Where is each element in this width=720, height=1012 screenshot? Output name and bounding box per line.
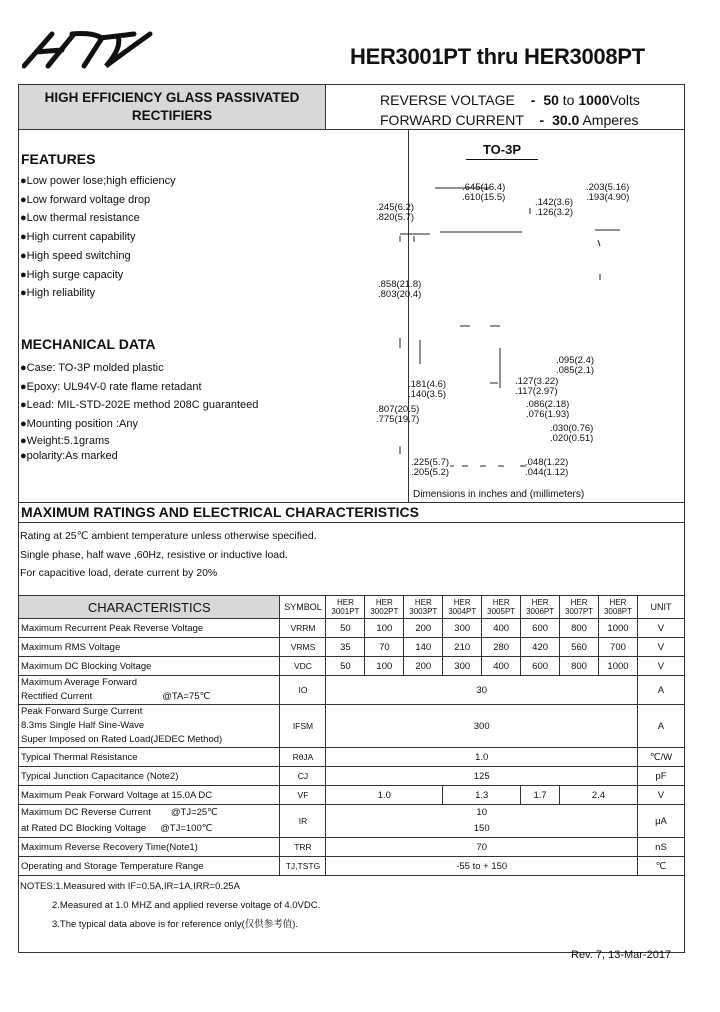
row-unit: V (637, 786, 684, 805)
fc-value: 30.0 (552, 112, 580, 128)
table-row (19, 638, 685, 657)
list-item: ●Epoxy: UL94V-0 rate flame retadant (20, 380, 202, 393)
header-part: HER 3007PT (560, 596, 599, 619)
note-1: NOTES:1.Measured with IF=0.5A,IR=1A,IRR=0.25A (20, 881, 240, 892)
list-item: ●High speed switching (20, 249, 131, 262)
table-row (19, 767, 685, 786)
list-item: ●Low power lose;high efficiency (20, 175, 176, 187)
list-item: ●High reliability (20, 287, 96, 300)
table-row (19, 838, 685, 857)
row-label: Maximum Reverse Recovery Time(Note1) (19, 838, 280, 857)
cell-value: 700 (599, 638, 638, 657)
row-unit: V (637, 657, 684, 676)
rv-dash: - (530, 92, 536, 108)
cell-value: 200 (404, 619, 443, 638)
table-row (19, 619, 685, 638)
cell-value: 70 (365, 638, 404, 657)
cell-value: 100 (365, 657, 404, 676)
cell-value: 400 (482, 619, 521, 638)
cell-value: 50 (326, 657, 365, 676)
row-symbol: IR (280, 805, 326, 838)
list-item: ●High surge capacity (20, 268, 124, 281)
condition-line: For capacitive load, derate current by 20% (20, 567, 218, 579)
reverse-voltage-spec (380, 92, 640, 108)
row-unit: ℃/W (637, 748, 684, 767)
dim-label: .095(2.4) .085(2.1) (556, 355, 595, 376)
cell-value: 800 (560, 619, 599, 638)
cell-value: 420 (521, 638, 560, 657)
cell-value: 280 (482, 638, 521, 657)
note-3: 3.The typical data above is for reference only(仅供参考值). (52, 919, 299, 930)
cell-value: 1.0 (326, 786, 443, 805)
row-unit: V (637, 619, 684, 638)
list-item: ●Lead: MIL-STD-202E method 208C guaranteed (20, 399, 259, 411)
rv-from: 50 (543, 92, 559, 108)
list-item: ●Mounting position :Any (20, 417, 138, 430)
cell-value: 1.3 (443, 786, 521, 805)
fc-unit: Amperes (582, 112, 639, 128)
row-unit: ℃ (637, 857, 684, 876)
cell-value: 100 (365, 619, 404, 638)
row-symbol: IO (280, 676, 326, 705)
brand-logo (22, 30, 162, 70)
row-symbol: VF (280, 786, 326, 805)
forward-current-spec (380, 112, 639, 128)
dim-label: .225(5.7) .205(5.2) (411, 457, 450, 478)
row-label: Peak Forward Surge Current 8.3ms Single Half Sine-Wave Super Imposed on Rated Load(JEDEC Method) (19, 705, 280, 748)
note-2: 2.Measured at 1.0 MHZ and applied reverse voltage of 4.0VDC. (52, 900, 321, 911)
row-unit: pF (637, 767, 684, 786)
header-part: HER 3001PT (326, 596, 365, 619)
row-unit: A (637, 705, 684, 748)
dim-label: .807(20.5) .775(19.7) (376, 404, 420, 425)
rv-label: REVERSE VOLTAGE (380, 92, 515, 108)
divider (325, 85, 326, 129)
divider (19, 129, 684, 130)
page-title: HER3001PT thru HER3008PT (350, 44, 645, 69)
table-row (19, 857, 685, 876)
cell-value: -55 to + 150 (326, 857, 638, 876)
table-row (19, 805, 685, 838)
table-row (19, 657, 685, 676)
table-header-row (19, 596, 685, 619)
cell-value: 1.7 (521, 786, 560, 805)
dim-label: .030(0.76) .020(0.51) (550, 423, 594, 444)
dim-label: .645(16.4) .610(15.5) (462, 182, 506, 203)
cell-value: 1.0 (326, 748, 638, 767)
dim-label: .203(5.16) .193(4.90) (586, 182, 630, 203)
cell-value: 1000 (599, 657, 638, 676)
features-title: FEATURES (21, 151, 96, 167)
list-item: ●Weight:5.1grams (20, 435, 110, 447)
rv-to: 1000 (578, 92, 610, 108)
cell-value: 300 (443, 619, 482, 638)
row-symbol: TRR (280, 838, 326, 857)
dim-label: .086(2.18) .076(1.93) (526, 399, 570, 420)
row-symbol: TJ,TSTG (280, 857, 326, 876)
dim-label: .142(3.6) .126(3.2) (535, 197, 574, 218)
cell-value: 560 (560, 638, 599, 657)
list-item: ●polarity:As marked (20, 450, 118, 462)
revision-footer: Rev. 7, 13-Mar-2017 (571, 949, 672, 961)
cell-value: 35 (326, 638, 365, 657)
package-name: TO-3P (466, 142, 538, 160)
list-item: ●Low thermal resistance (20, 212, 140, 225)
header-part: HER 3006PT (521, 596, 560, 619)
rv-to-word: to (562, 92, 575, 108)
cell-value: 600 (521, 657, 560, 676)
dim-label: .127(3.22) .117(2.97) (515, 376, 559, 397)
notes (20, 877, 320, 934)
list-item: ●Low forward voltage drop (20, 193, 151, 206)
row-symbol: VDC (280, 657, 326, 676)
dim-label: .048(1.22) .044(1.12) (525, 457, 569, 478)
divider (19, 502, 684, 503)
header-part: HER 3004PT (443, 596, 482, 619)
dim-label: .181(4.6) .140(3.5) (408, 379, 447, 400)
header-characteristics: CHARACTERISTICS (19, 596, 280, 619)
condition-line: Rating at 25℃ ambient temperature unless otherwise specified. (20, 530, 317, 542)
row-symbol: VRRM (280, 619, 326, 638)
table-row (19, 705, 685, 748)
divider (19, 522, 684, 523)
cell-value: 125 (326, 767, 638, 786)
cell-value: 50 (326, 619, 365, 638)
header-symbol: SYMBOL (280, 596, 326, 619)
row-label: Operating and Storage Temperature Range (19, 857, 280, 876)
row-label: Maximum RMS Voltage (19, 638, 280, 657)
cell-value: 300 (443, 657, 482, 676)
header-part: HER 3003PT (404, 596, 443, 619)
condition-line: Single phase, half wave ,60Hz, resistive or inductive load. (20, 548, 288, 561)
row-label: Maximum DC Blocking Voltage (19, 657, 280, 676)
row-label: Typical Thermal Resistance (19, 748, 280, 767)
cell-value: 1000 (599, 619, 638, 638)
ratings-title: MAXIMUM RATINGS AND ELECTRICAL CHARACTERISTICS (21, 504, 419, 520)
mechanical-title: MECHANICAL DATA (21, 336, 156, 352)
cell-value: 70 (326, 838, 638, 857)
fc-label: FORWARD CURRENT (380, 112, 524, 128)
cell-value: 210 (443, 638, 482, 657)
features-list (20, 172, 176, 303)
dim-label: .858(21.8) .803(20.4) (378, 279, 422, 300)
row-symbol: VRMS (280, 638, 326, 657)
row-unit: nS (637, 838, 684, 857)
row-unit: μA (637, 805, 684, 838)
fc-dash: - (539, 112, 545, 128)
table-row (19, 786, 685, 805)
row-unit: V (637, 638, 684, 657)
row-symbol: RθJA (280, 748, 326, 767)
cell-value: 200 (404, 657, 443, 676)
table-row (19, 676, 685, 705)
cell-value: 400 (482, 657, 521, 676)
table-row (19, 748, 685, 767)
row-label: Maximum Recurrent Peak Reverse Voltage (19, 619, 280, 638)
cell-value: 300 (326, 705, 638, 748)
row-unit: A (637, 676, 684, 705)
cell-value: 800 (560, 657, 599, 676)
header-part: HER 3002PT (365, 596, 404, 619)
row-symbol: CJ (280, 767, 326, 786)
row-symbol: IFSM (280, 705, 326, 748)
product-type-line2: RECTIFIERS (131, 108, 213, 123)
cell-value: 30 (326, 676, 638, 705)
dim-label: .245(6.2) .820(5.7) (376, 202, 415, 223)
row-label: Typical Junction Capacitance (Note2) (19, 767, 280, 786)
row-label: Maximum Peak Forward Voltage at 15.0A DC (19, 786, 280, 805)
dimensions-caption: Dimensions in inches and (millimeters) (413, 489, 585, 500)
header-part: HER 3005PT (482, 596, 521, 619)
list-item: ●High current capability (20, 231, 136, 244)
product-type-line1: HIGH EFFICIENCY GLASS PASSIVATED (44, 90, 300, 105)
row-label: Maximum Average Forward Rectified Current @TA=75℃ (19, 676, 280, 705)
row-label: Maximum DC Reverse Current @TJ=25℃ at Rated DC Blocking Voltage @TJ=100℃ (19, 805, 280, 838)
cell-value: 2.4 (560, 786, 638, 805)
cell-value: 140 (404, 638, 443, 657)
header-part: HER 3008PT (599, 596, 638, 619)
characteristics-table (18, 595, 685, 876)
list-item: ●Case: TO-3P molded plastic (20, 362, 164, 374)
header-unit: UNIT (637, 596, 684, 619)
package-outline-drawing (390, 178, 630, 478)
cell-value: 10 150 (326, 805, 638, 838)
mechanical-list (20, 359, 258, 463)
cell-value: 600 (521, 619, 560, 638)
rv-unit: Volts (609, 92, 640, 108)
ratings-conditions (20, 527, 317, 583)
